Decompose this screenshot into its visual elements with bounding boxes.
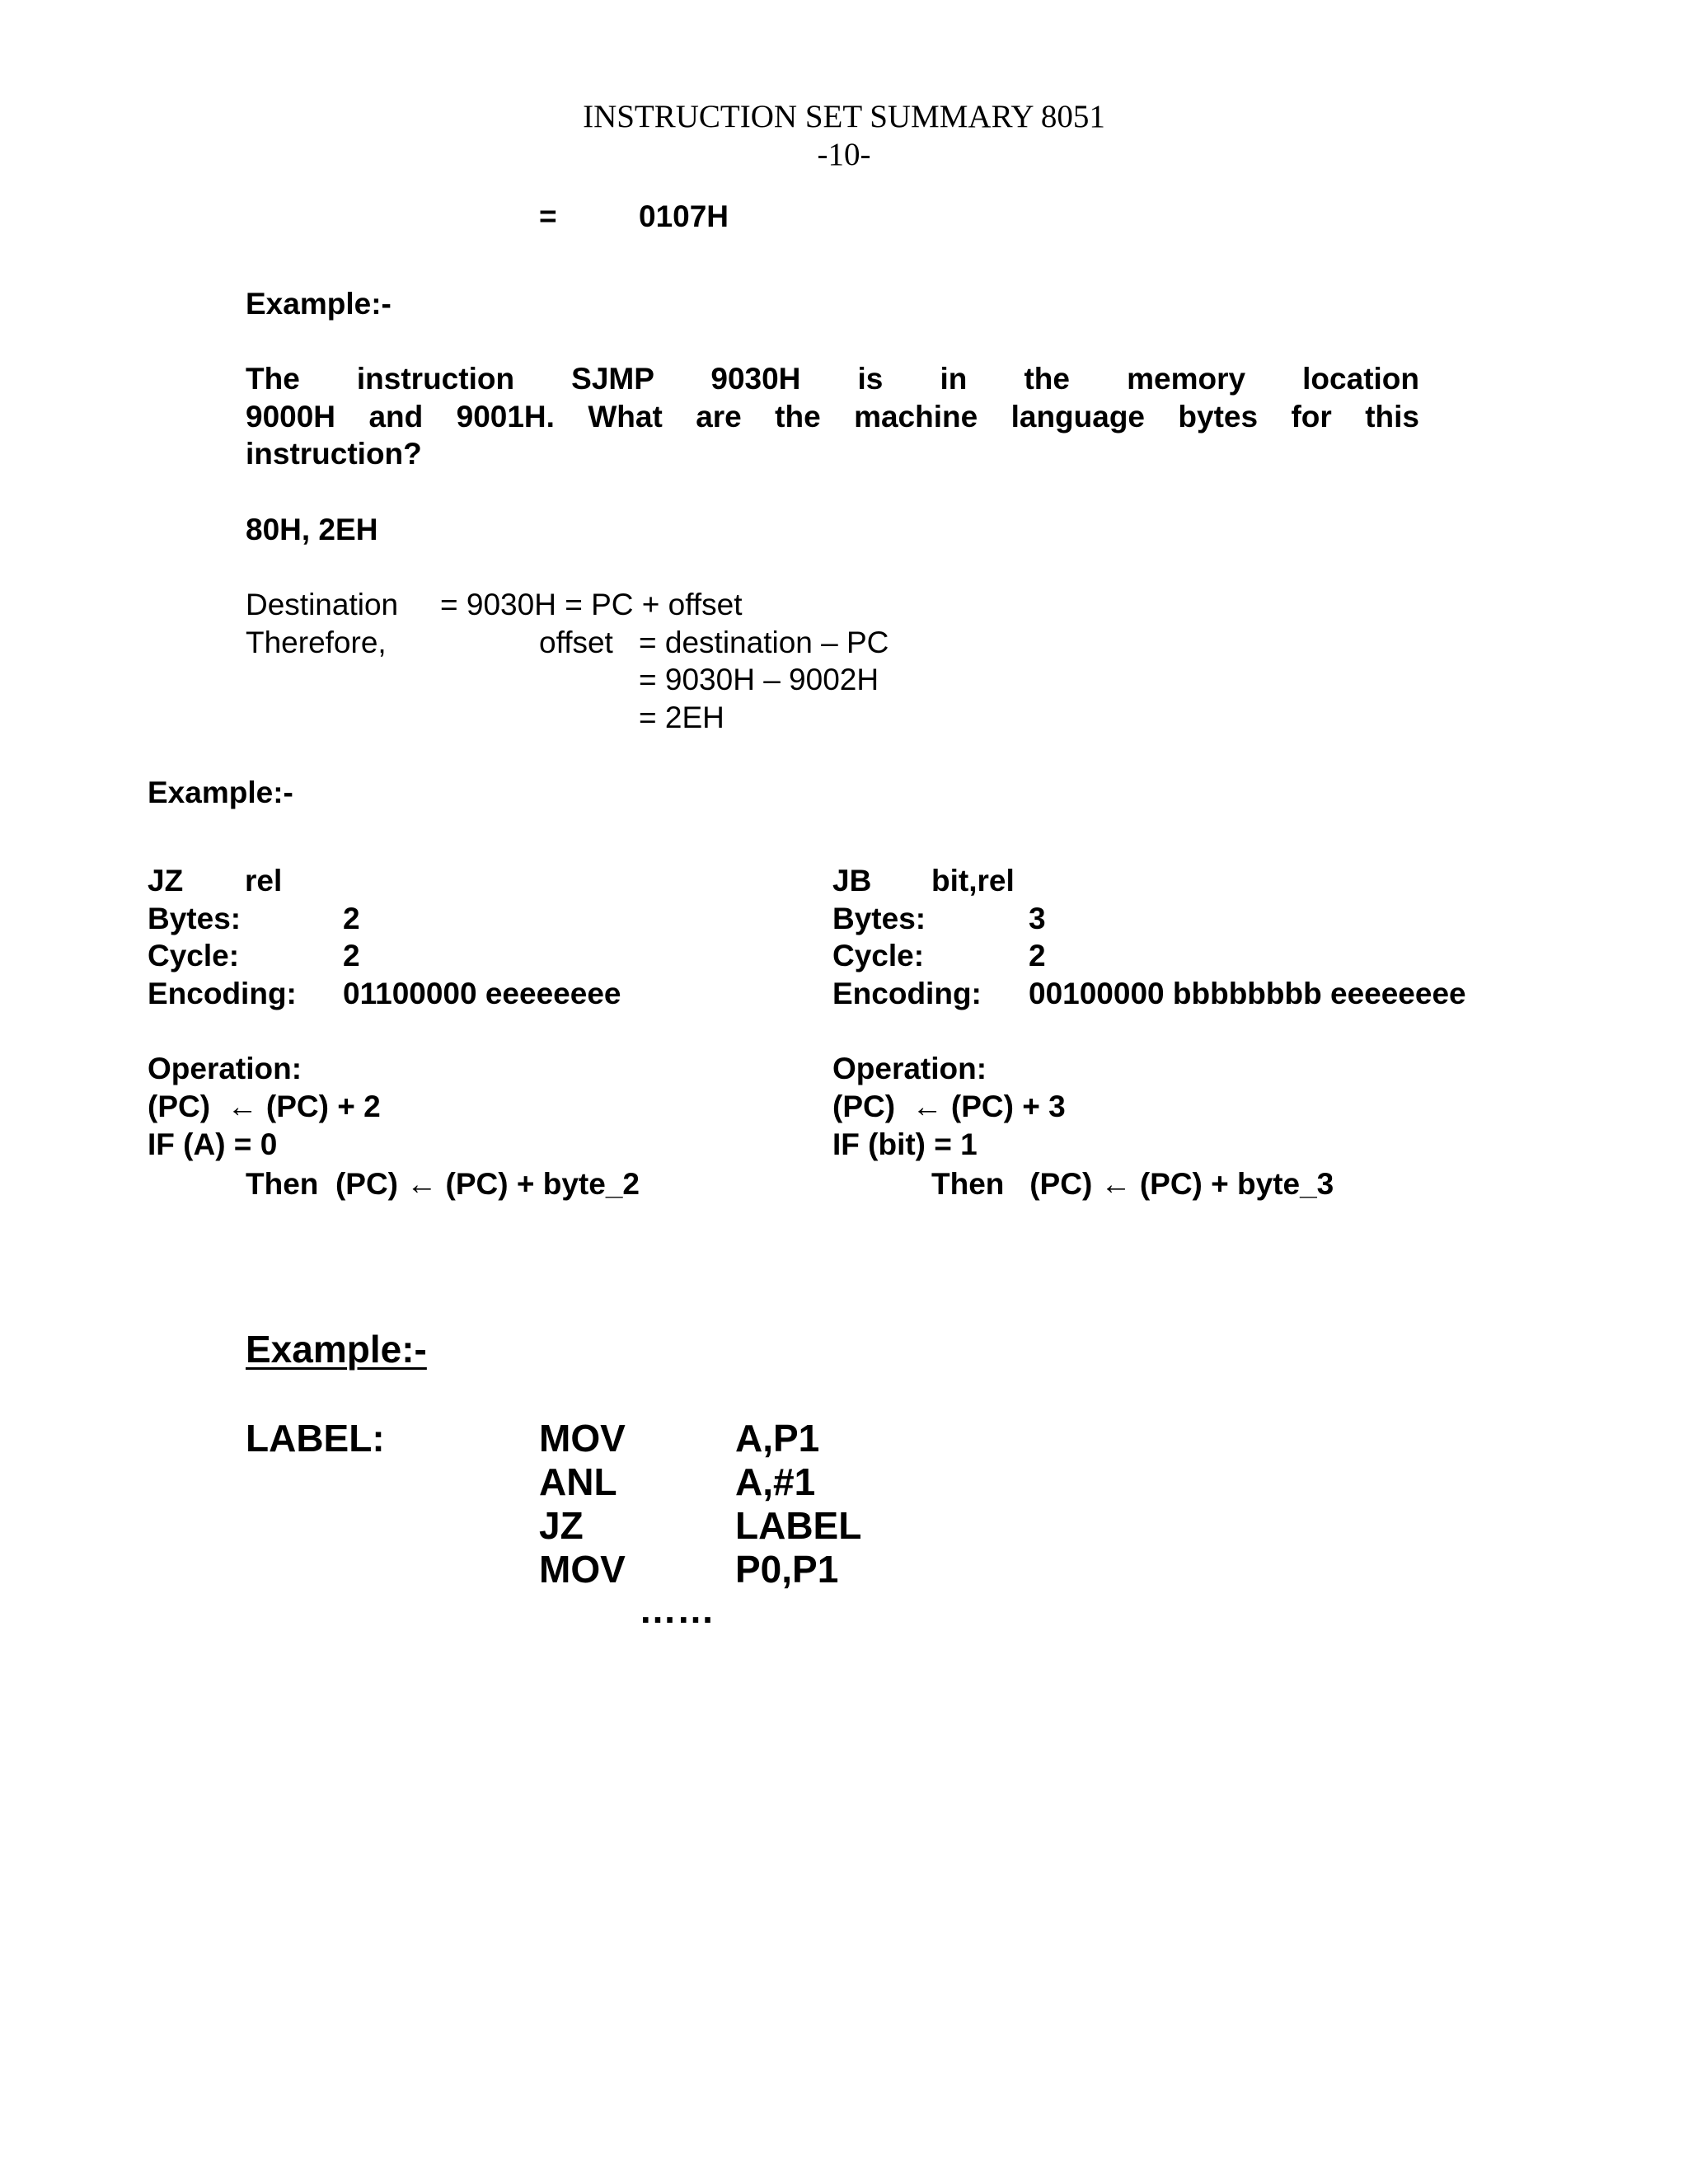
code-arg-1: A,P1 (735, 1417, 820, 1460)
q2-w10: for (1291, 400, 1332, 434)
page-number: -10- (817, 137, 871, 172)
question-line-2 (246, 401, 1419, 432)
jz-cycle-value: 2 (343, 939, 360, 972)
jz-cycle-label: Cycle: (148, 939, 240, 972)
jb-operand: bit,rel (931, 864, 1015, 898)
q2-w4: What (588, 400, 663, 434)
q1-w4: in (940, 362, 968, 396)
q1-w3: is (857, 362, 884, 396)
jz-bytes-label: Bytes: (148, 902, 241, 935)
jz-encoding-value: 01100000 eeeeeeee (343, 977, 621, 1010)
q2-w1: 9000H (246, 400, 336, 434)
dest-label: Destination (246, 588, 399, 621)
jz-operand: rel (245, 864, 283, 898)
jb-operation-line-2: IF (bit) = 1 (832, 1127, 978, 1161)
jb-cycle-label: Cycle: (832, 939, 925, 972)
q2-w11: this (1365, 400, 1419, 434)
q1-w5: the (1024, 362, 1070, 396)
dest-expr: = 9030H = PC + offset (440, 588, 743, 621)
code-op-2: ANL (539, 1460, 617, 1503)
q2-w3: 9001H. (456, 400, 555, 434)
q2-w7: machine (854, 400, 978, 434)
offset-expr-1: = destination – PC (639, 626, 889, 659)
jz-operation-line-1: (PC) ← (PC) + 2 (148, 1090, 381, 1123)
offset-expr-3: = 2EH (639, 701, 724, 734)
jz-bytes-value: 2 (343, 902, 360, 935)
q1-w6: memory (1127, 362, 1246, 396)
therefore-label: Therefore, (246, 626, 387, 659)
code-op-3: JZ (539, 1504, 584, 1547)
example2-heading: Example:- (148, 776, 293, 809)
jb-operation-label: Operation: (832, 1052, 987, 1085)
offset-label: offset (539, 626, 613, 659)
jb-encoding-label: Encoding: (832, 977, 982, 1010)
code-op-4: MOV (539, 1548, 626, 1591)
q1-w2: SJMP 9030H (571, 362, 801, 396)
answer-bytes: 80H, 2EH (246, 513, 378, 546)
jb-operation-line-3: Then (PC) ← (PC) + byte_3 (931, 1167, 1334, 1201)
page-title: INSTRUCTION SET SUMMARY 8051 (583, 99, 1105, 134)
code-op-1: MOV (539, 1417, 626, 1460)
question-line-3: instruction? (246, 437, 422, 471)
code-arg-2: A,#1 (735, 1460, 816, 1503)
result-equals: = (539, 199, 557, 233)
jz-encoding-label: Encoding: (148, 977, 297, 1010)
jz-mnemonic: JZ (148, 864, 184, 898)
example1-heading: Example:- (246, 287, 392, 321)
offset-expr-2: = 9030H – 9002H (639, 663, 879, 696)
q2-w8: language (1010, 400, 1146, 434)
jz-operation-line-2: IF (A) = 0 (148, 1127, 278, 1161)
jb-operation-line-1: (PC) ← (PC) + 3 (832, 1090, 1066, 1123)
result-value: 0107H (639, 199, 729, 233)
jb-cycle-value: 2 (1029, 939, 1046, 972)
question-line-1 (246, 363, 1419, 394)
q2-w9: bytes (1178, 400, 1259, 434)
code-label: LABEL: (246, 1417, 385, 1460)
jb-mnemonic: JB (832, 864, 872, 898)
jz-operation-line-3: Then (PC) ← (PC) + byte_2 (246, 1167, 640, 1201)
example3-heading: Example:- (246, 1328, 427, 1371)
code-arg-4: P0,P1 (735, 1548, 839, 1591)
code-ellipsis: …… (639, 1588, 715, 1631)
q1-w1: The instruction (246, 362, 515, 396)
q2-w5: are (696, 400, 742, 434)
jb-bytes-value: 3 (1029, 902, 1046, 935)
jz-operation-label: Operation: (148, 1052, 302, 1085)
jb-bytes-label: Bytes: (832, 902, 926, 935)
jb-encoding-value: 00100000 bbbbbbbb eeeeeeee (1029, 977, 1466, 1010)
q2-w6: the (775, 400, 821, 434)
code-arg-3: LABEL (735, 1504, 862, 1547)
q1-w7: location (1302, 362, 1419, 396)
q2-w2: and (368, 400, 424, 434)
